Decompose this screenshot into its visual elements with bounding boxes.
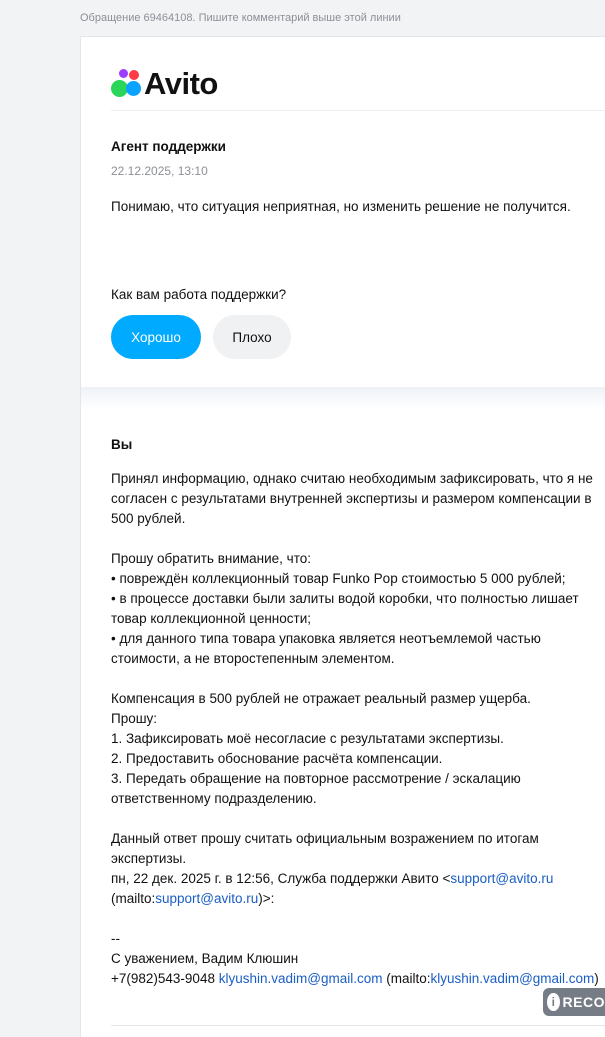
user-paragraph: Данный ответ прошу считать официальным возражением по итогам экспертизы. (111, 831, 539, 866)
list-item: 1. Зафиксировать моё несогласие с результатами экспертизы. (111, 731, 504, 746)
user-name: Вы (111, 437, 133, 452)
support-email-link[interactable]: support@avito.ru (450, 871, 554, 886)
rate-bad-button[interactable]: Плохо (213, 315, 291, 359)
rate-good-button[interactable]: Хорошо (111, 315, 201, 359)
header-divider (111, 110, 605, 111)
user-paragraph: Принял информацию, однако считаю необходимым зафиксировать, что я не согласен с результатами внутренней экспертизы и размером компенсации в 500 рублей. (111, 471, 593, 526)
list-item: • в процессе доставки были залиты водой коробки, что полностью лишает товар коллекционной ценности; (111, 591, 579, 626)
signature-mailto-link[interactable]: klyushin.vadim@gmail.com (430, 971, 595, 986)
list-item: 3. Передать обращение на повторное рассмотрение / эскалацию ответственному подразделению. (111, 771, 521, 806)
email-card (80, 36, 605, 1037)
signature-email-link[interactable]: klyushin.vadim@gmail.com (218, 971, 383, 986)
avito-logo-dots-icon (111, 67, 145, 101)
user-paragraph: Прошу: (111, 711, 158, 726)
user-paragraph: Прошу обратить внимание, что: (111, 551, 311, 566)
ticket-note: Обращение 69464108. Пишите комментарий выше этой линии (80, 12, 401, 24)
agent-date: 22.12.2025, 13:10 (111, 164, 208, 178)
irecommend-watermark (543, 988, 605, 1016)
footer-divider (111, 1025, 605, 1026)
signature-dash: -- (111, 931, 120, 946)
signature-phone: +7(982)543-9048 (111, 971, 215, 986)
support-mailto-link[interactable]: support@avito.ru (155, 891, 259, 906)
watermark-i-icon: i (547, 993, 560, 1011)
quote-header: пн, 22 дек. 2025 г. в 12:56, Служба поддержки Авито <support@avito.ru (111, 871, 554, 886)
user-paragraph: Компенсация в 500 рублей не отражает реальный размер ущерба. (111, 691, 531, 706)
signature-regards: С уважением, Вадим Клюшин (111, 951, 299, 966)
signature-contacts: +7(982)543-9048 klyushin.vadim@gmail.com (mailto:klyushin.vadim@gmail.com) (111, 971, 599, 986)
list-item: • для данного типа товара упаковка является неотъемлемой частью стоимости, а не второстепенным элементом. (111, 631, 541, 666)
avito-logo-text: Avito (144, 66, 218, 101)
section-divider (81, 387, 605, 409)
quote-mailto: (mailto:support@avito.ru)>: (111, 891, 275, 906)
avito-logo (111, 67, 218, 101)
agent-message: Понимаю, что ситуация неприятная, но изменить решение не получится. (111, 199, 571, 214)
user-message (111, 469, 605, 989)
agent-name: Агент поддержки (111, 139, 226, 154)
list-item: 2. Предоставить обоснование расчёта компенсации. (111, 751, 443, 766)
list-item: • повреждён коллекционный товар Funko Pop стоимостью 5 000 рублей; (111, 571, 566, 586)
watermark-text: RECO (562, 994, 605, 1010)
rating-question: Как вам работа поддержки? (111, 287, 287, 302)
